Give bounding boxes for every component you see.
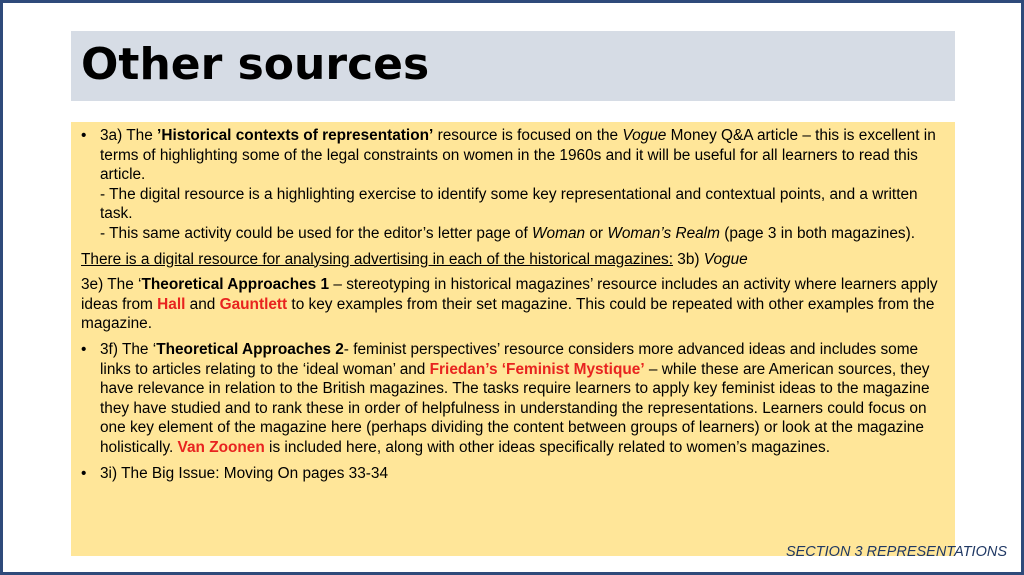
- theorist-name: Van Zoonen: [177, 438, 265, 456]
- text-span: - The digital resource is a highlighting exercise to identify some key representational and contextual points, and a written task.: [100, 185, 918, 223]
- paragraph-digital-resource: [81, 250, 949, 270]
- bullet-item-3a: [81, 126, 949, 244]
- magazine-name: Vogue: [703, 250, 748, 268]
- text-span: - feminist perspectives’ resource considers more advanced ideas and includes some links to articles relating to the ‘ideal woman’ and: [100, 340, 919, 378]
- magazine-name: Woman: [532, 224, 586, 242]
- bullet-item-3i: [81, 464, 949, 484]
- text-span: or: [585, 224, 608, 242]
- section-footer: SECTION 3 REPRESENTATIONS: [785, 544, 1007, 560]
- resource-title: Theoretical Approaches 1: [141, 276, 330, 294]
- theorist-name: Hall: [157, 295, 186, 313]
- text-span: 3e) The ‘: [81, 276, 142, 294]
- bullet-item-3f: [81, 340, 949, 458]
- text-span: 3b): [673, 250, 704, 268]
- title-banner: [71, 31, 955, 101]
- resource-title: ’Historical contexts of representation’: [157, 127, 434, 144]
- slide-title: Other sources: [81, 39, 430, 90]
- theorist-name: Friedan’s ‘Feminist Mystique’: [429, 360, 645, 378]
- bullet-marker: •: [81, 340, 87, 358]
- bullet-marker: •: [81, 464, 87, 482]
- text-span: 3f) The ‘: [100, 340, 157, 358]
- bullet-marker: •: [81, 127, 87, 144]
- paragraph-3e: [81, 275, 949, 334]
- resource-title: Theoretical Approaches 2: [156, 340, 344, 358]
- text-span: - This same activity could be used for the editor’s letter page of: [100, 224, 533, 242]
- text-span: and: [185, 295, 220, 313]
- magazine-name: Vogue: [622, 127, 667, 144]
- text-span: is included here, along with other ideas specifically related to women’s magazines.: [264, 438, 830, 456]
- text-span: resource is focused on the: [433, 127, 623, 144]
- theorist-name: Gauntlett: [219, 295, 288, 313]
- text-span: – while these are American sources, they have relevance in relation to the British magazines. The tasks require learners to apply key feminist ideas to the magazine they have studied and to rank these in order of helpfulness in understanding the representations. Learners could focus on one key element of the magazine here (perhaps dividing the content between groups of learners) or look at the magazine holistically.: [100, 360, 930, 456]
- content-panel: [71, 122, 955, 556]
- text-span: – stereotyping in historical magazines’ resource includes an activity where learners apply ideas from: [81, 276, 938, 313]
- text-span: Money Q&A article – this is excellent in terms of highlighting some of the legal constraints on women in the 1960s and it will be useful for all learners to read this article.: [100, 127, 936, 184]
- underlined-text: There is a digital resource for analysing advertising in each of the historical magazines:: [81, 250, 673, 268]
- text-span: 3a) The: [100, 127, 158, 144]
- text-span: 3i) The Big Issue: Moving On pages 33-34: [100, 464, 389, 482]
- text-span: to key examples from their set magazine. This could be repeated with other examples from the magazine.: [81, 295, 935, 333]
- text-span: (page 3 in both magazines).: [719, 224, 916, 242]
- magazine-name: Woman’s Realm: [607, 224, 720, 242]
